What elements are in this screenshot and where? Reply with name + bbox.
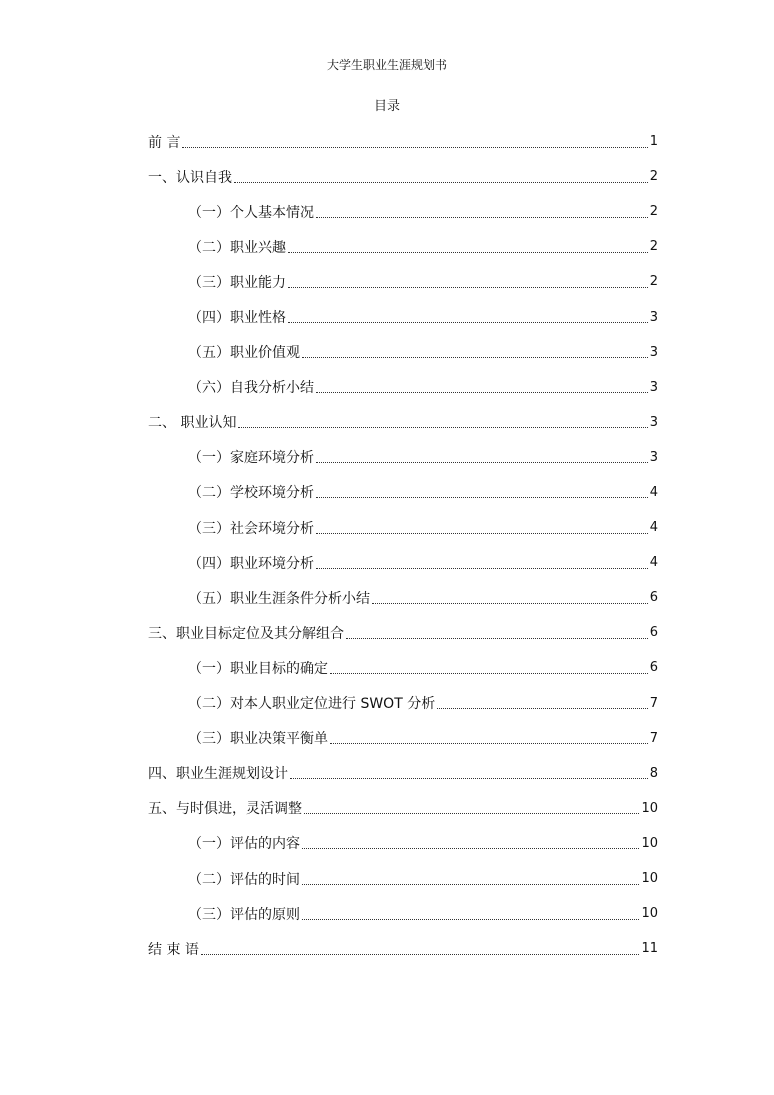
toc-entry-page-number: 4 — [649, 555, 658, 571]
toc-entry[interactable] — [148, 931, 658, 966]
toc-leader-dots — [304, 812, 639, 814]
toc-entry-label: （五）职业生涯条件分析小结 — [188, 590, 370, 607]
toc-leader-dots — [238, 426, 647, 428]
toc-entry[interactable] — [148, 686, 658, 721]
toc-leader-dots — [346, 637, 648, 639]
toc-leader-dots — [234, 181, 648, 183]
toc-entry-page-number: 7 — [649, 695, 658, 711]
toc-entry-page-number: 2 — [649, 274, 658, 290]
toc-entry[interactable] — [148, 370, 658, 405]
toc-entry-page-number: 8 — [649, 765, 658, 781]
toc-entry-page-number: 10 — [641, 906, 658, 922]
toc-entry[interactable] — [148, 896, 658, 931]
toc-entry[interactable] — [148, 650, 658, 685]
toc-title: 目录 — [373, 99, 400, 114]
toc-leader-dots — [288, 321, 648, 323]
toc-entry-label: （一）职业目标的确定 — [188, 660, 328, 677]
toc-entry[interactable] — [148, 580, 658, 615]
toc-entry-label: （三）社会环境分析 — [188, 520, 314, 537]
toc-leader-dots — [302, 847, 639, 849]
toc-entry-label: （一）评估的内容 — [188, 836, 300, 853]
toc-entry[interactable] — [148, 229, 658, 264]
toc-entry[interactable] — [148, 299, 658, 334]
toc-entry[interactable] — [148, 791, 658, 826]
toc-entry[interactable] — [148, 861, 658, 896]
toc-entry-page-number: 10 — [641, 871, 658, 887]
toc-entry[interactable] — [148, 194, 658, 229]
toc-entry-label: （一）个人基本情况 — [188, 204, 314, 221]
toc-entry-page-number: 6 — [649, 590, 658, 606]
toc-entry-page-number: 1 — [649, 134, 658, 150]
toc-entry-label: 前 言 — [148, 134, 181, 151]
toc-entry[interactable] — [148, 335, 658, 370]
toc-entry-label: （三）评估的原则 — [188, 906, 300, 923]
toc-entry[interactable] — [148, 405, 658, 440]
toc-entry-page-number: 4 — [649, 520, 658, 536]
document-header: 大学生职业生涯规划书 — [326, 58, 447, 72]
toc-leader-dots — [288, 251, 648, 253]
toc-leader-dots — [316, 391, 648, 393]
toc-entry-page-number: 3 — [649, 309, 658, 325]
toc-leader-dots — [372, 602, 648, 604]
toc-entry[interactable] — [148, 615, 658, 650]
toc-entry[interactable] — [148, 264, 658, 299]
toc-leader-dots — [302, 883, 639, 885]
toc-entry-label: （五）职业价值观 — [188, 345, 300, 362]
toc-entry-page-number: 10 — [641, 835, 658, 851]
toc-entry[interactable] — [148, 475, 658, 510]
toc-leader-dots — [330, 672, 648, 674]
toc-entry-page-number: 4 — [649, 484, 658, 500]
toc-entry-label: （四）职业环境分析 — [188, 555, 314, 572]
toc-leader-dots — [288, 286, 648, 288]
toc-entry[interactable] — [148, 826, 658, 861]
toc-leader-dots — [302, 918, 639, 920]
toc-entry-page-number: 6 — [649, 660, 658, 676]
toc-leader-dots — [201, 953, 640, 955]
toc-entry-page-number: 11 — [641, 941, 658, 957]
toc-entry[interactable] — [148, 440, 658, 475]
toc-entry-page-number: 3 — [649, 379, 658, 395]
toc-entry-label: 一、认识自我 — [148, 169, 232, 186]
toc-entry[interactable] — [148, 159, 658, 194]
toc-leader-dots — [290, 777, 648, 779]
toc-entry-label: （四）职业性格 — [188, 310, 286, 327]
toc-entry[interactable] — [148, 545, 658, 580]
toc-leader-dots — [302, 356, 648, 358]
toc-entry-page-number: 6 — [649, 625, 658, 641]
toc-entry-label: （三）职业能力 — [188, 274, 286, 291]
toc-entry-label: （二）评估的时间 — [188, 871, 300, 888]
toc-entry-page-number: 2 — [649, 169, 658, 185]
toc-leader-dots — [316, 216, 648, 218]
toc-entry-label: 三、职业目标定位及其分解组合 — [148, 625, 344, 642]
toc-entry-page-number: 2 — [649, 204, 658, 220]
toc-leader-dots — [316, 496, 648, 498]
table-of-contents — [148, 124, 658, 966]
toc-entry-page-number: 3 — [649, 414, 658, 430]
toc-leader-dots — [316, 567, 648, 569]
toc-entry-label: 二、 职业认知 — [148, 415, 237, 432]
toc-entry[interactable] — [148, 721, 658, 756]
toc-leader-dots — [316, 532, 648, 534]
toc-entry-label: 结 束 语 — [148, 941, 199, 958]
toc-entry[interactable] — [148, 510, 658, 545]
toc-entry-label: 五、与时俱进，灵活调整 — [148, 801, 302, 818]
toc-entry-label: （二）对本人职业定位进行 SWOT 分析 — [188, 696, 436, 713]
toc-leader-dots — [330, 742, 648, 744]
toc-leader-dots — [182, 146, 647, 148]
toc-entry-label: 四、职业生涯规划设计 — [148, 766, 288, 783]
toc-entry-label: （三）职业决策平衡单 — [188, 731, 328, 748]
toc-leader-dots — [316, 461, 648, 463]
toc-leader-dots — [437, 707, 648, 709]
toc-entry-page-number: 7 — [649, 730, 658, 746]
toc-entry-label: （六）自我分析小结 — [188, 380, 314, 397]
toc-entry-page-number: 3 — [649, 449, 658, 465]
toc-entry-label: （二）学校环境分析 — [188, 485, 314, 502]
toc-entry-label: （一）家庭环境分析 — [188, 450, 314, 467]
toc-entry-label: （二）职业兴趣 — [188, 239, 286, 256]
toc-entry[interactable] — [148, 124, 658, 159]
toc-entry-page-number: 10 — [641, 800, 658, 816]
toc-entry-page-number: 3 — [649, 344, 658, 360]
toc-entry[interactable] — [148, 756, 658, 791]
toc-entry-page-number: 2 — [649, 239, 658, 255]
